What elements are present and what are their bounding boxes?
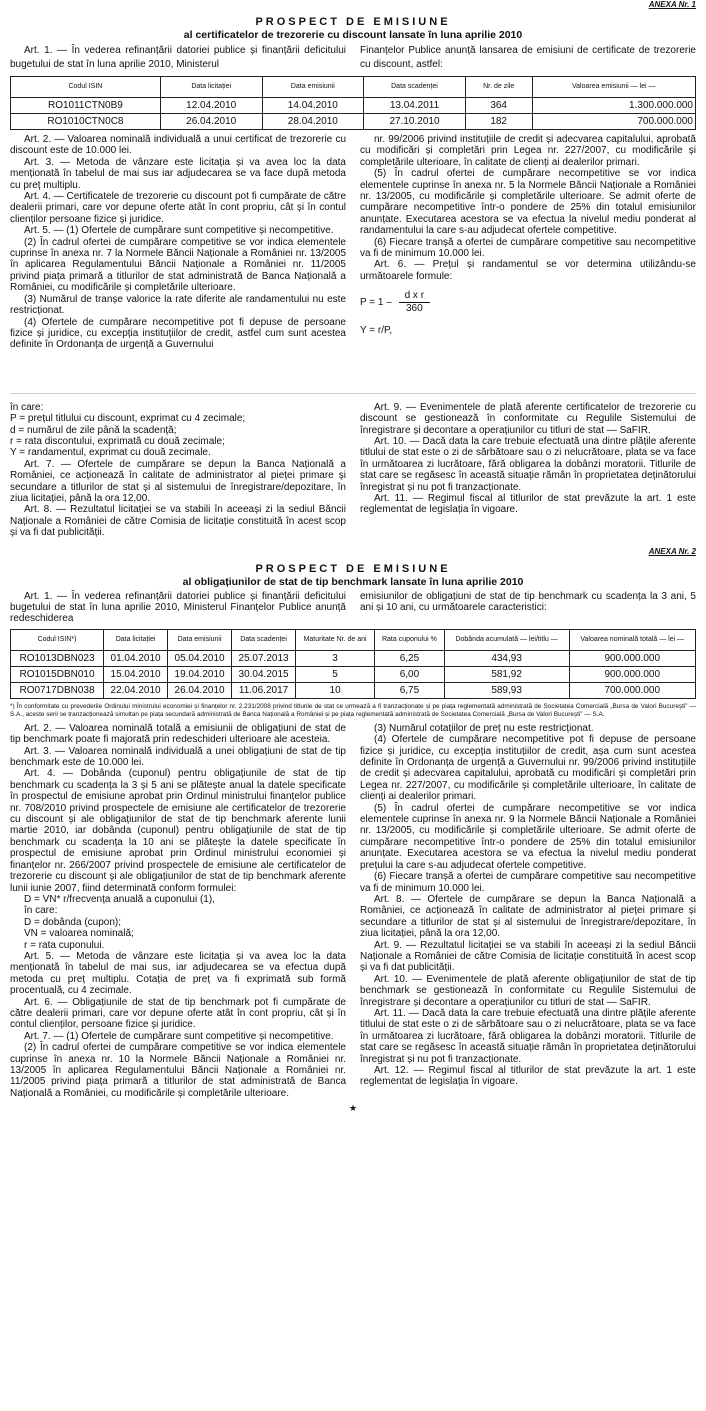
table-cell: 19.04.2010 bbox=[168, 666, 232, 682]
paragraph: (5) În cadrul ofertei de cumpărare necompetitive se vor indica elementele cuprinse în anexa nr. 9 la Normele Băncii Naționale a României nr. 13/2005, cu modificările și completările ulterioare. Se admit oferte de cumpărare necompetitive într-o pondere de 25% din totalul emisiunilor anunțate. Executarea acestora se va efectua la nivelul mediu ponderat prețului la care s-au adjudecat ofertele competitive. bbox=[360, 802, 696, 871]
paragraph: Art. 8. — Ofertele de cumpărare se depun la Banca Națională a României, ce acționează în calitate de administrator al pieței primare și secundare a titlurilor de stat și al sistemului de înregistrare/depozitare, în ziua licitației, până la ora 12,00. bbox=[360, 893, 696, 940]
paragraph: Art. 8. — Rezultatul licitației se va stabili în aceeași zi la sediul Băncii Naționale a României de către Comisia de licitație constituită în acest scop și va fi dat publicității. bbox=[10, 504, 346, 539]
table-cell: 3 bbox=[296, 650, 375, 666]
benchmark-bonds-table bbox=[10, 629, 696, 699]
table-row bbox=[11, 682, 696, 698]
table-cell: 900.000.000 bbox=[569, 666, 696, 682]
paragraph: Art. 11. — Dacă data la care trebuie efectuată una dintre plățile aferente titlului de stat este o zi de sărbătoare sau o zi nelucrătoare, plata se va face în următoarea zi lucrătoare, fără obligarea la dobânzi moratorii. Titlurile de stat care se regăsesc în această situație rămân în proprietatea deținătorului înregistrat și nu pot fi tranzacționate. bbox=[360, 1007, 696, 1065]
table-cell: 26.04.2010 bbox=[160, 114, 262, 130]
paragraph: Art. 3. — Valoarea nominală individuală a unei obligațiuni de stat de tip benchmark este de 10.000 lei. bbox=[10, 745, 346, 769]
paragraph: (6) Fiecare tranșă a ofertei de cumpărare competitive sau necompetitive va fi de minimum 10.000 lei. bbox=[360, 871, 696, 894]
table-row bbox=[11, 666, 696, 682]
paragraph: VN = valoarea nominală; bbox=[24, 928, 134, 940]
paragraph: (2) În cadrul ofertei de cumpărare competitive se vor indica elementele cuprinse în anexa nr. 10 la Normele Băncii Naționale a României nr. 13/2005 în aplicarea Regulamentului Băncii Naționale a României nr. 11/2005 privind piața primară a titlurilor de stat administrată de Banca Națională a României, cu modificările și completările ulterioare. bbox=[10, 1042, 346, 1099]
prospect-1-left-column-2 bbox=[10, 402, 346, 539]
table-row bbox=[11, 650, 696, 666]
prospect-1-left-column bbox=[10, 134, 346, 351]
table-header-row bbox=[11, 77, 696, 98]
certificates-table bbox=[10, 76, 696, 130]
paragraph: Art. 9. — Evenimentele de plată aferente certificatelor de trezorerie cu discount se gestionează în conformitate cu Regulile Sistemului de înregistrare și decontare a operațiunilor cu titluri de stat — SaFIR. bbox=[360, 401, 696, 436]
column-header: Rata cuponului % bbox=[375, 629, 445, 650]
art1-right-text: emisiunilor de obligațiuni de stat de tip benchmark cu scadența la 3 ani, 5 ani și 10 ani, cu următoarele caracteristici: bbox=[360, 590, 696, 613]
formula-denominator: 360 bbox=[405, 303, 423, 315]
prospect-1-art1 bbox=[10, 44, 696, 72]
column-header: Data scadenței bbox=[232, 629, 296, 650]
table-cell: 27.10.2010 bbox=[364, 114, 466, 130]
table-cell: 581,92 bbox=[444, 666, 569, 682]
yield-formula: Y = r/P, bbox=[360, 325, 393, 337]
prospect-2-right-column bbox=[360, 723, 696, 1099]
table-cell: 26.04.2010 bbox=[168, 682, 232, 698]
column-header: Data licitației bbox=[160, 77, 262, 98]
paragraph: Art. 10. — Evenimentele de plată aferente obligațiunilor de stat de tip benchmark se gestionează în conformitate cu Regulile Sistemului de înregistrare și decontare a operațiunilor cu titluri de stat — SaFIR. bbox=[360, 973, 696, 1008]
prospect-1-right-column bbox=[360, 134, 696, 351]
column-header: Data scadenței bbox=[364, 77, 466, 98]
table-row bbox=[11, 114, 696, 130]
column-header: Valoarea emisiunii — lei — bbox=[532, 77, 696, 98]
table-cell: 6,75 bbox=[375, 682, 445, 698]
art1-left-text: Art. 1. — În vederea refinanțării datoriei publice și finanțării deficitului bugetului de stat în luna aprilie 2010, Ministerul Finanțelor Publice anunță redeschiderea bbox=[10, 590, 346, 625]
column-header: Codul ISIN*) bbox=[11, 629, 104, 650]
table-cell: 589,93 bbox=[444, 682, 569, 698]
paragraph: Art. 2. — Valoarea nominală individuală a unui certificat de trezorerie cu discount este de 10.000 lei. bbox=[10, 134, 346, 157]
paragraph: r = rata discontului, exprimată cu două zecimale; bbox=[10, 435, 225, 447]
paragraph: Art. 11. — Regimul fiscal al titlurilor de stat prevăzute la art. 1 este reglementat de legislația în vigoare. bbox=[360, 492, 696, 516]
formula-fraction bbox=[399, 290, 430, 315]
paragraph: D = dobânda (cupon); bbox=[24, 916, 122, 928]
table-row bbox=[11, 98, 696, 114]
prospect-2-art1 bbox=[10, 591, 696, 625]
prospect-2-left-column bbox=[10, 723, 346, 1099]
formula-numerator: d x r bbox=[399, 290, 430, 303]
column-header: Nr. de zile bbox=[465, 77, 532, 98]
prospect-1-subtitle: al certificatelor de trezorerie cu discount lansate în luna aprilie 2010 bbox=[183, 29, 523, 41]
table-cell: 01.04.2010 bbox=[104, 650, 168, 666]
table-cell: 1.300.000.000 bbox=[532, 98, 696, 114]
paragraph: Art. 9. — Rezultatul licitației se va stabili în aceeași zi la sediul Băncii Naționale a României de către Comisia de licitație constituită în acest scop și va fi dat publicității. bbox=[360, 939, 696, 974]
paragraph: Art. 5. — Metoda de vânzare este licitația și va avea loc la data menționată în tabelul de mai sus, iar adjudecarea se va efectua după metoda cu preț multiplu. Cotația de preț va fi exprimată sub formă procentuală, cu 4 zecimale. bbox=[10, 950, 346, 997]
price-formula bbox=[360, 290, 696, 315]
column-header: Dobânda acumulată — lei/titlu — bbox=[444, 629, 569, 650]
table-cell: 13.04.2011 bbox=[364, 98, 466, 114]
table-cell: 700.000.000 bbox=[532, 114, 696, 130]
column-header: Data licitației bbox=[104, 629, 168, 650]
table-cell: RO1011CTN0B9 bbox=[11, 98, 161, 114]
paragraph: în care: bbox=[10, 401, 44, 413]
paragraph: P = prețul titlului cu discount, exprimat cu 4 zecimale; bbox=[10, 413, 246, 425]
art1-left-text: Art. 1. — În vederea refinanțării datoriei publice și finanțării deficitului bugetului de stat în luna aprilie 2010, Ministerul bbox=[10, 45, 346, 70]
table-cell: 28.04.2010 bbox=[262, 114, 364, 130]
paragraph: nr. 99/2006 privind instituțiile de credit și adecvarea capitalului, aprobată cu modificări și completări prin Legea nr. 227/2007, cu modificările și completările ulterioare, în calitate de clienți ai dealerilor primari. bbox=[360, 134, 696, 168]
paragraph: d = numărul de zile până la scadență; bbox=[10, 424, 177, 436]
table-cell: 15.04.2010 bbox=[104, 666, 168, 682]
paragraph: Art. 7. — Ofertele de cumpărare se depun la Banca Națională a României, ce acționează în calitate de administrator al pieței primare și secundare a titlurilor de stat și al sistemului de înregistrare/depozitare, în ziua licitației, până la ora 12,00. bbox=[10, 458, 346, 504]
art1-right-text: Finanțelor Publice anunță lansarea de emisiuni de certificate de trezorerie cu discount, astfel: bbox=[360, 45, 696, 70]
table-cell: RO0717DBN038 bbox=[11, 682, 104, 698]
table-cell: 25.07.2013 bbox=[232, 650, 296, 666]
paragraph: Art. 6. — Obligațiunile de stat de tip benchmark pot fi cumpărate de către dealerii primari, care vor depune oferte atât în cont propriu, cât și în contul clienților, persoane fizice și juridice. bbox=[10, 996, 346, 1031]
prospect-1-right-column-2 bbox=[360, 402, 696, 539]
paragraph: Art. 7. — (1) Ofertele de cumpărare sunt competitive și necompetitive. bbox=[24, 1030, 334, 1042]
prospect-1-title: PROSPECT DE EMISIUNE bbox=[255, 16, 451, 28]
formula-lhs: P = 1 – bbox=[360, 297, 392, 309]
paragraph: Art. 4. — Dobânda (cuponul) pentru obligațiunile de stat de tip benchmark cu scadența la 3 și 5 ani se plătește anual la datele specificate în prospectul de emisiune aprobat prin Ordinul ministrului finanțelor publice nr. 708/2010 privind prospectele de emisiune ale certificatelor de trezorerie cu discount și ale obligațiunilor de stat de tip benchmark aferente lunii martie 2010, iar dobânda (cuponul) pentru obligațiunile de stat de tip benchmark cu scadența la 10 ani se plătește la datele specificate în prospectul de emisiune aprobat prin Ordinul ministrului economiei și finanțelor nr. 266/2007 privind prospectele de emisiune ale certificatelor de trezorerie cu discount și ale obligațiunilor de stat de tip benchmark aferente lunii iunie 2007, fiind determinată conform formulei: bbox=[10, 768, 346, 894]
paragraph: (4) Ofertele de cumpărare necompetitive pot fi depuse de persoane fizice și juridice, cu excepția instituțiilor de credit, așa cum sunt acestea definite în Ordonanța de urgență a Guvernului nr. 99/2006 privind instituțiile de credit și adecvarea capitalului, aprobată cu modificări și completări prin Legea nr. 227/2007, cu modificările și completările ulterioare, în calitate de clienți ai dealerilor primari. bbox=[360, 734, 696, 803]
column-header: Codul ISIN bbox=[11, 77, 161, 98]
column-header: Data emisiunii bbox=[168, 629, 232, 650]
table-cell: 30.04.2015 bbox=[232, 666, 296, 682]
paragraph: (5) În cadrul ofertei de cumpărare necompetitive se vor indica elementele cuprinse în anexa nr. 5 la Normele Băncii Naționale a României nr. 13/2005, cu modificările și completările ulterioare. Se admit oferte de cumpărare necompetitive într-o pondere de 25% din totalul emisiunilor anunțate. Executarea acestora se va efectua la nivelul mediu ponderat al randamentului la care s-au adjudecat ofertele competitive. bbox=[360, 168, 696, 237]
paragraph: Art. 12. — Regimul fiscal al titlurilor de stat prevăzute la art. 1 este reglementat de legislația în vigoare. bbox=[360, 1065, 696, 1088]
paragraph: Art. 4. — Certificatele de trezorerie cu discount pot fi cumpărate de către dealerii primari, care vor depune oferte atât în cont propriu, cât și în contul clienților persoane fizice și juridice. bbox=[10, 191, 346, 225]
table-cell: RO1013DBN023 bbox=[11, 650, 104, 666]
paragraph: Art. 10. — Dacă data la care trebuie efectuată una dintre plățile aferente titlului de stat este o zi de sărbătoare sau o zi nelucrătoare, plata se va face în următoarea zi lucrătoare, fără obligarea la dobânzi moratorii. Titlurile de stat care se regăsesc în această situație rămân în proprietatea deținătorului înregistrat și nu pot fi tranzacționate. bbox=[360, 435, 696, 493]
table-cell: 364 bbox=[465, 98, 532, 114]
table-cell: 22.04.2010 bbox=[104, 682, 168, 698]
prospect-2-subtitle: al obligațiunilor de stat de tip benchmark lansate în luna aprilie 2010 bbox=[182, 575, 524, 588]
paragraph: r = rata cuponului. bbox=[24, 939, 105, 951]
paragraph: D = VN* r/frecvența anuală a cuponului (1), bbox=[24, 893, 215, 905]
table-cell: 11.06.2017 bbox=[232, 682, 296, 698]
paragraph: (4) Ofertele de cumpărare necompetitive pot fi depuse de persoane fizice și juridice, cu excepția instituțiilor de credit, astfel cum sunt acestea definite în Ordonanța de urgență a Guvernului bbox=[10, 316, 346, 351]
table-cell: 10 bbox=[296, 682, 375, 698]
table-cell: 5 bbox=[296, 666, 375, 682]
paragraph: în care: bbox=[24, 905, 58, 917]
table-cell: RO1010CTN0C8 bbox=[11, 114, 161, 130]
table-cell: RO1015DBN010 bbox=[11, 666, 104, 682]
column-header: Valoarea nominală totală — lei — bbox=[569, 629, 696, 650]
page-break bbox=[10, 357, 696, 394]
end-star-mark: ★ bbox=[348, 1103, 358, 1114]
table-header-row bbox=[11, 629, 696, 650]
paragraph: (3) Numărul de tranșe valorice la rate diferite ale randamentului nu este restricționat. bbox=[10, 293, 346, 317]
prospect-1-body bbox=[10, 134, 696, 351]
annex-1-label: ANEXA Nr. 1 bbox=[648, 0, 696, 9]
table-footnote: *) În conformitate cu prevederile Ordinului ministrului economiei și finanțelor nr. 2.231/2008 privind titlurile de stat ce urmează a fi tranzacționate și pe piața reglementată administrată de Societatea Comercială „Bursa de Valori București” — S.A., aceste serii se tranzacționează simultan pe piața secundară administrată de Banca Națională a României și pe piața reglementată administrată de Societatea Comercială „Bursa de Valori București” — S.A. bbox=[10, 702, 696, 718]
paragraph: Art. 6. — Prețul și randamentul se vor determina utilizându-se următoarele formule: bbox=[360, 259, 696, 282]
table-cell: 700.000.000 bbox=[569, 682, 696, 698]
paragraph: Art. 3. — Metoda de vânzare este licitația și va avea loc la data menționată în tabelul de mai sus iar adjudecarea se va face după metoda cu preț multiplu. bbox=[10, 156, 346, 191]
paragraph: (2) În cadrul ofertei de cumpărare competitive se vor indica elementele cuprinse în anexa nr. 7 la Normele Băncii Naționale a României nr. 13/2005 în aplicarea Regulamentului Băncii Naționale a României nr. 11/2005 privind piața primară a titlurilor de stat administrată de Banca Națională a României, cu modificările și completările ulterioare. bbox=[10, 236, 346, 294]
paragraph: Y = randamentul, exprimat cu două zecimale. bbox=[10, 447, 211, 459]
annex-2-label: ANEXA Nr. 2 bbox=[648, 546, 696, 556]
paragraph: Art. 5. — (1) Ofertele de cumpărare sunt competitive și necompetitive. bbox=[24, 225, 334, 237]
table-cell: 6,00 bbox=[375, 666, 445, 682]
table-cell: 182 bbox=[465, 114, 532, 130]
paragraph: (6) Fiecare tranșă a ofertei de cumpărare competitive sau necompetitive va fi de minimum 10.000 lei. bbox=[360, 236, 696, 260]
paragraph: (3) Numărul cotațiilor de preț nu este restricționat. bbox=[374, 722, 594, 734]
prospect-2-body bbox=[10, 723, 696, 1099]
table-cell: 12.04.2010 bbox=[160, 98, 262, 114]
paragraph: Art. 2. — Valoarea nominală totală a emisiunii de obligațiuni de stat de tip benchmark poate fi majorată prin redeschideri ulterioare ale acesteia. bbox=[10, 722, 346, 746]
table-cell: 434,93 bbox=[444, 650, 569, 666]
column-header: Maturitate Nr. de ani bbox=[296, 629, 375, 650]
table-cell: 6,25 bbox=[375, 650, 445, 666]
table-cell: 05.04.2010 bbox=[168, 650, 232, 666]
prospect-1-continued bbox=[10, 402, 696, 539]
table-cell: 900.000.000 bbox=[569, 650, 696, 666]
prospect-2-title: PROSPECT DE EMISIUNE bbox=[255, 562, 451, 575]
table-cell: 14.04.2010 bbox=[262, 98, 364, 114]
column-header: Data emisiunii bbox=[262, 77, 364, 98]
